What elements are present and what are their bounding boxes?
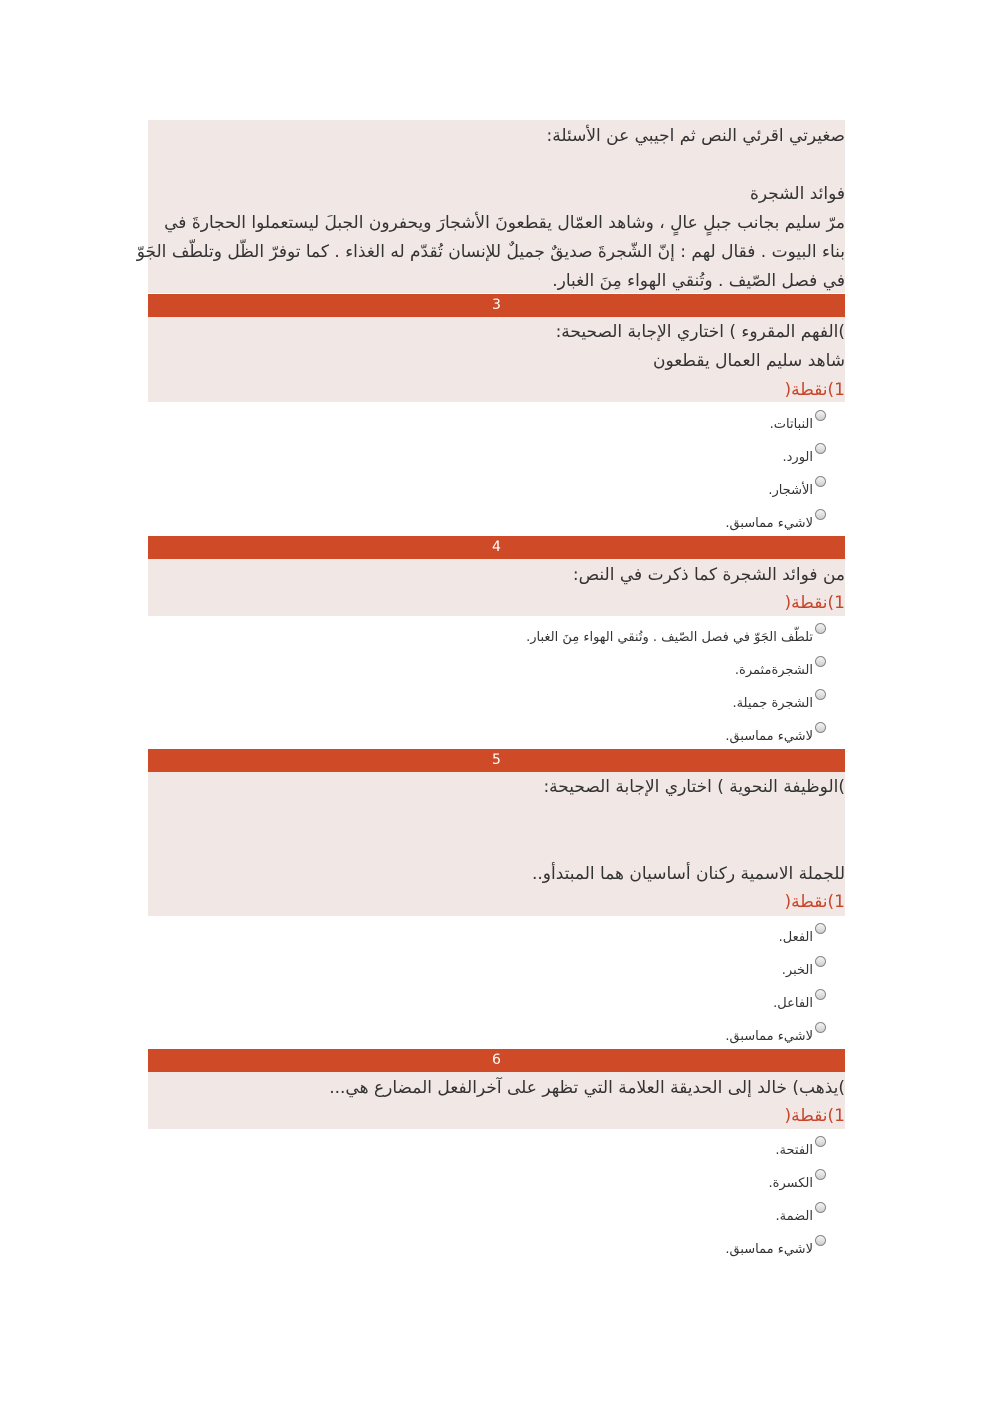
passage-line: في فصل الصّيف . وتُنقي الهواء مِنَ الغبار.: [552, 271, 845, 291]
option-label: الشجرةمثمرة.: [734, 663, 813, 678]
question-prompt: [148, 317, 845, 402]
option-label: لاشيء مماسبق.: [725, 729, 813, 744]
radio-button[interactable]: [815, 1202, 826, 1213]
answer-option[interactable]: [779, 929, 826, 947]
radio-button[interactable]: [815, 923, 826, 934]
answer-option[interactable]: [783, 449, 827, 467]
question-number-bar: 5: [148, 749, 845, 772]
instruction-text: صغيرتي اقرئي النص ثم اجيبي عن الأسئلة:: [546, 126, 845, 146]
answer-option[interactable]: [769, 1175, 826, 1193]
question-text: من فوائد الشجرة كما ذكرت في النص:: [572, 565, 845, 585]
question-prompt: [148, 559, 845, 616]
answer-option[interactable]: [732, 695, 826, 713]
points-label: 1)نقطة(: [784, 1106, 845, 1126]
radio-button[interactable]: [815, 1169, 826, 1180]
answer-option[interactable]: [768, 482, 826, 500]
answer-option[interactable]: [725, 1241, 826, 1259]
points-label: 1)نقطة(: [784, 892, 845, 912]
option-label: لاشيء مماسبق.: [725, 1029, 813, 1044]
radio-button[interactable]: [815, 410, 826, 421]
question-number-bar: 4: [148, 536, 845, 559]
question-prompt: [148, 1072, 845, 1129]
answer-option[interactable]: [775, 1142, 826, 1160]
option-label: لاشيء مماسبق.: [725, 1242, 813, 1257]
radio-button[interactable]: [815, 989, 826, 1000]
question-number-bar: 3: [148, 294, 845, 317]
option-label: الأشجار.: [768, 483, 813, 498]
points-label: 1)نقطة(: [784, 380, 845, 400]
answer-option[interactable]: [773, 995, 826, 1013]
radio-button[interactable]: [815, 656, 826, 667]
option-label: الخبر.: [781, 963, 813, 978]
answer-option[interactable]: [526, 629, 826, 647]
radio-button[interactable]: [815, 956, 826, 967]
option-label: الضمة.: [775, 1209, 813, 1224]
option-label: الشجرة جميلة.: [732, 696, 813, 711]
radio-button[interactable]: [815, 722, 826, 733]
radio-button[interactable]: [815, 476, 826, 487]
option-label: الفتحة.: [775, 1143, 813, 1158]
option-label: الفاعل.: [773, 996, 813, 1011]
answer-option[interactable]: [725, 515, 826, 533]
answer-option[interactable]: [725, 1028, 826, 1046]
answer-option[interactable]: [725, 728, 826, 746]
question-number-bar: 6: [148, 1049, 845, 1072]
option-label: الفعل.: [778, 930, 813, 945]
option-label: لاشيء مماسبق.: [725, 516, 813, 531]
question-text: )الفهم المقروء ) اختاري الإجابة الصحيحة:: [555, 322, 845, 342]
question-text: شاهد سليم العمال يقطعون: [652, 351, 845, 371]
option-label: الكسرة.: [768, 1176, 813, 1191]
option-label: النباتات.: [769, 417, 813, 432]
question-text: للجملة الاسمية ركنان أساسيان هما المبتدأو..: [531, 864, 845, 884]
points-label: 1)نقطة(: [784, 593, 845, 613]
radio-button[interactable]: [815, 1022, 826, 1033]
question-text: )الوظيفة النحوية ) اختاري الإجابة الصحيحة:: [543, 777, 845, 797]
radio-button[interactable]: [815, 1235, 826, 1246]
answer-option[interactable]: [776, 1208, 826, 1226]
answer-option[interactable]: [770, 416, 826, 434]
passage-line: مرّ سليم بجانب جبلٍ عالٍ ، وشاهد العمّال يقطعونَ الأشجارَ ويحفرون الجبلَ ليستعملوا الحجارةَ في: [164, 213, 845, 233]
passage-line: بناء البيوت . فقال لهم : إنّ الشّجرةَ صديقٌ جميلٌ للإنسان تُقدّم له الغذاء . كما توفرّ الظّل وتلطّف الجَوّ: [136, 242, 845, 262]
answer-option[interactable]: [782, 962, 826, 980]
answer-option[interactable]: [735, 662, 826, 680]
radio-button[interactable]: [815, 1136, 826, 1147]
radio-button[interactable]: [815, 443, 826, 454]
reading-passage: [136, 120, 845, 293]
radio-button[interactable]: [815, 509, 826, 520]
radio-button[interactable]: [815, 623, 826, 634]
question-prompt: [148, 772, 845, 916]
passage-title: فوائد الشجرة: [749, 184, 845, 204]
option-label: الورد.: [782, 450, 813, 465]
radio-button[interactable]: [815, 689, 826, 700]
question-text: )يذهب) خالد إلى الحديقة العلامة التي تظهر على آخرالفعل المضارع هي...: [329, 1078, 845, 1098]
option-label: تلطّف الجَوّ في فصل الصّيف . وتُنقي الهواء مِنَ الغبار.: [526, 630, 813, 645]
